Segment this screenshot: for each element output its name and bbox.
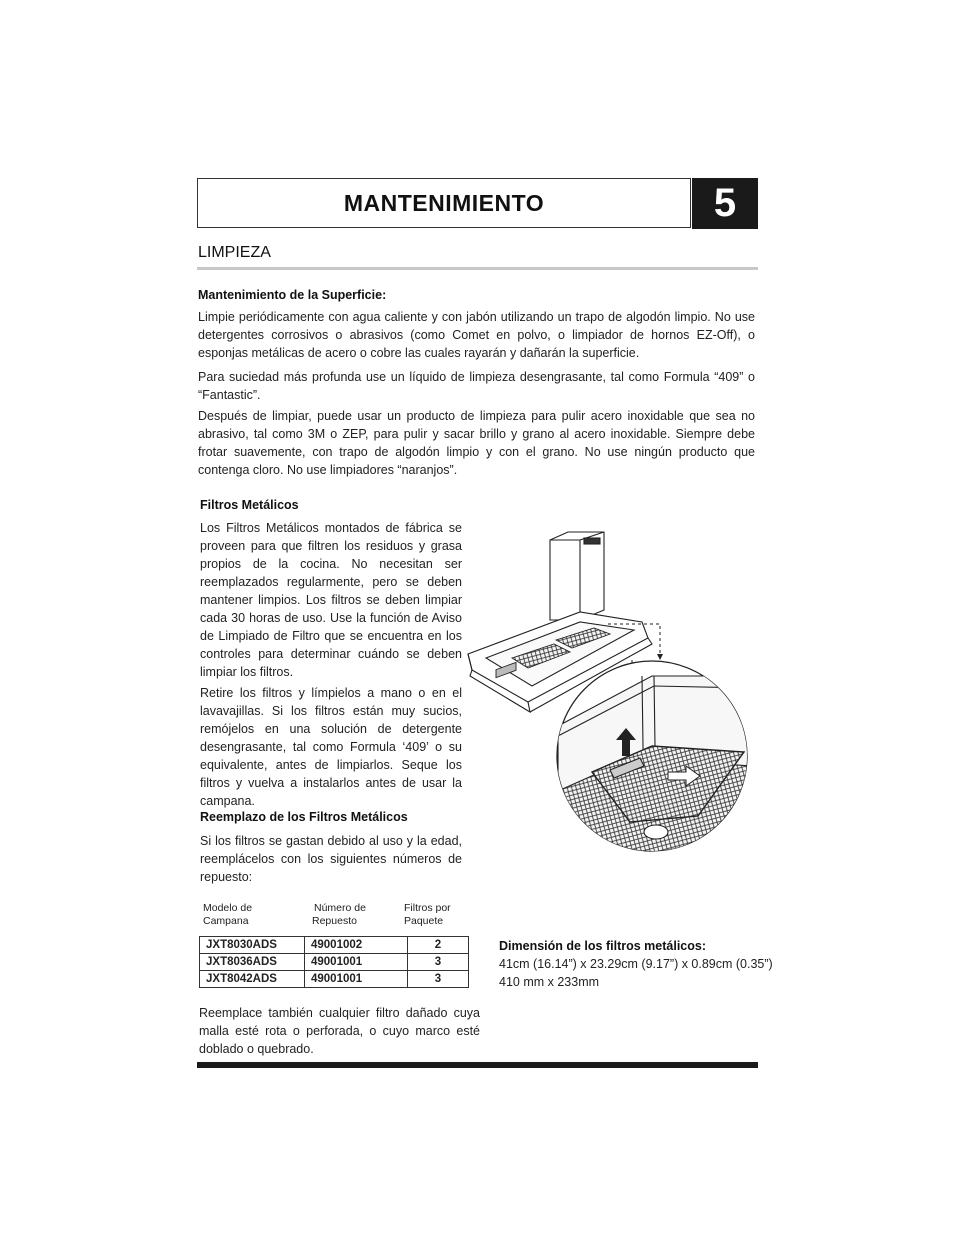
- table-header-model: Modelo de Campana: [203, 902, 253, 927]
- table-row: [200, 954, 469, 971]
- table-cell-model: JXT8030ADS: [200, 937, 305, 954]
- filters-paragraph-1: Los Filtros Metálicos montados de fábrica se proveen para que filtren los residuos y grasa propios de la cocina. No necesitan ser reemplazados regularmente, pero se deben mantener limpios. Los filtros se deben limpiar cada 30 horas de uso. Use la función de Aviso de Limpiado de Filtro que se encuentra en los controles para determinar cuándo se deben limpiar los filtros.: [200, 521, 462, 679]
- surface-paragraph-2: Para suciedad más profunda use un líquido de limpieza desengrasante, tal como Formula “409” o “Fantastic”.: [198, 370, 755, 402]
- filters-paragraph-2: Retire los filtros y límpielos a mano o en el lavavajillas. Si los filtros están muy sucios, remójelos en una solución de detergente desengrasante, tal como Formula ‘409’ o su equivalente, antes de limpiarlos. Seque los filtros y vuelva a instalarlos antes de usar la campana.: [200, 686, 462, 808]
- footer-divider: [197, 1062, 758, 1068]
- section-title: LIMPIEZA: [198, 244, 271, 261]
- dimensions-line-1: 41cm (16.14”) x 23.29cm (9.17”) x 0.89cm (0.35”): [499, 957, 773, 971]
- page-title: MANTENIMIENTO: [343, 190, 545, 216]
- surface-heading: Mantenimiento de la Superficie:: [198, 288, 387, 302]
- table-cell-count: 3: [408, 954, 469, 971]
- parts-table: [199, 936, 469, 988]
- surface-paragraph-1: Limpie periódicamente con agua caliente y con jabón utilizando un trapo de algodón limpio. No use detergentes corrosivos o abrasivos (como Comet en polvo, o limpiador de hornos EZ-Off), o esponjas metálicas de acero o cobre las cuales rayarán y dañarán la superficie.: [198, 310, 755, 360]
- table-cell-part-number: 49001001: [305, 954, 408, 971]
- table-row: [200, 971, 469, 988]
- table-cell-count: 2: [408, 937, 469, 954]
- replacement-intro: Si los filtros se gastan debido al uso y la edad, reemplácelos con los siguientes números de repuesto:: [200, 834, 462, 884]
- table-header-part-number: Número de Repuesto: [312, 902, 366, 927]
- range-hood-illustration: [462, 526, 748, 858]
- section-divider: [197, 267, 758, 270]
- replacement-heading: Reemplazo de los Filtros Metálicos: [200, 810, 408, 824]
- table-cell-count: 3: [408, 971, 469, 988]
- dimensions-line-2: 410 mm x 233mm: [499, 975, 600, 989]
- table-cell-model: JXT8036ADS: [200, 954, 305, 971]
- replacement-note: Reemplace también cualquier filtro dañado cuya malla esté rota o perforada, o cuyo marco esté doblado o quebrado.: [199, 1006, 480, 1056]
- table-row: [200, 937, 469, 954]
- chapter-number-badge: 5: [692, 178, 758, 229]
- dimensions-heading: Dimensión de los filtros metálicos:: [499, 939, 706, 953]
- filters-heading: Filtros Metálicos: [200, 498, 299, 512]
- table-header-filters-per-pack: Filtros por Paquete: [404, 902, 451, 927]
- table-cell-part-number: 49001002: [305, 937, 408, 954]
- table-cell-part-number: 49001001: [305, 971, 408, 988]
- table-cell-model: JXT8042ADS: [200, 971, 305, 988]
- surface-paragraph-3: Después de limpiar, puede usar un producto de limpieza para pulir acero inoxidable que sea no abrasivo, tal como 3M o ZEP, para pulir y sacar brillo y grano al acero inoxidable. Siempre debe frotar suavemente, con trapo de algodón limpio y con el grano. No use ningún producto que contenga cloro. No use limpiadores “naranjos”.: [198, 409, 755, 477]
